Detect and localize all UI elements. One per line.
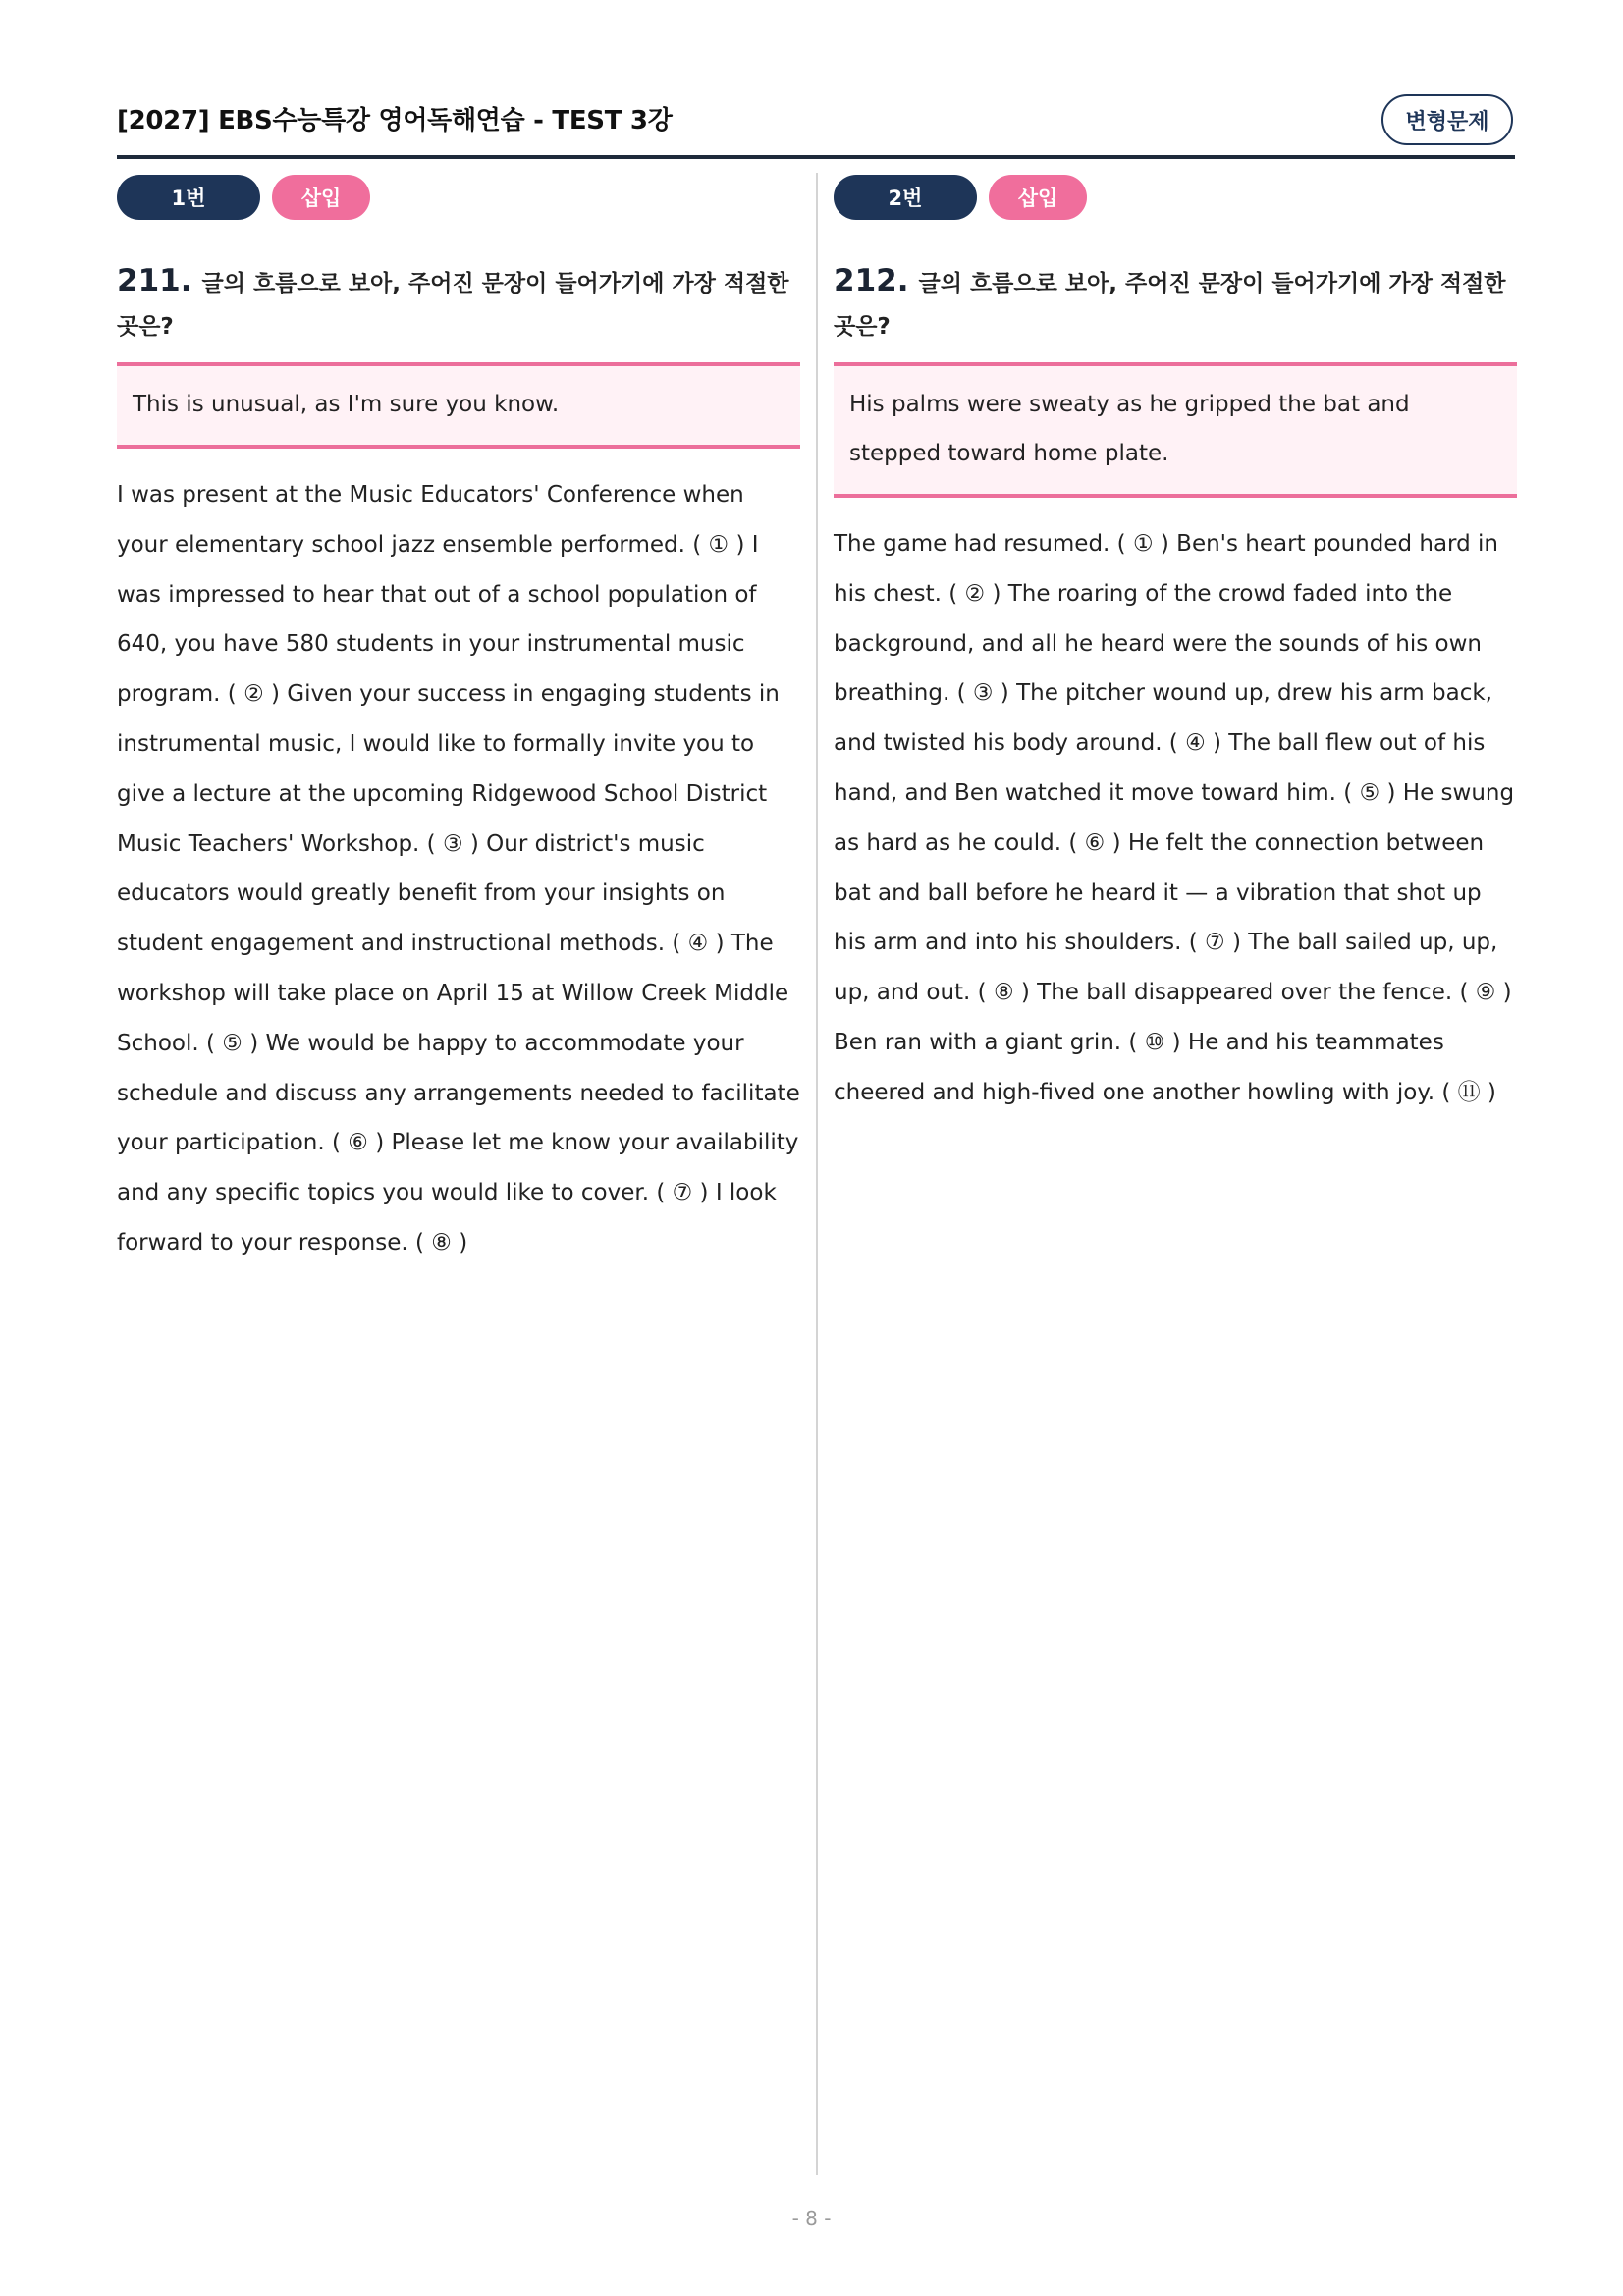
page-header-title: [2027] EBS수능특강 영어독해연습 - TEST 3강	[117, 106, 673, 135]
given-sentence: This is unusual, as I'm sure you know.	[133, 392, 560, 417]
question-number-pill: 2번	[834, 175, 977, 220]
question-number-pill: 1번	[117, 175, 260, 220]
question-number: 212.	[834, 263, 909, 298]
header-divider	[117, 155, 1515, 159]
variant-badge: 변형문제	[1381, 94, 1513, 145]
question-prompt	[117, 259, 800, 348]
question-type-pill: 삽입	[272, 175, 370, 220]
question-tags	[117, 175, 800, 222]
question-type-pill: 삽입	[989, 175, 1087, 220]
question-prompt	[834, 259, 1517, 348]
question-text: 글의 흐름으로 보아, 주어진 문장이 들어가기에 가장 적절한 곳은?	[834, 271, 1506, 340]
passage-text: I was present at the Music Educators' Conference when your elementary school jazz ensemble performed. ( ① ) I was impressed to hear that out of a school population of 640, you have 580 students in your instrumental music program. ( ② ) Given your success in engaging students in instrumental music, I would like to formally invite you to give a lecture at the upcoming Ridgewood School District Music Teachers' Workshop. ( ③ ) Our district's music educators would greatly benefit from your insights on student engagement and instructional methods. ( ④ ) The workshop will take place on April 15 at Willow Creek Middle School. ( ⑤ ) We would be happy to accommodate your schedule and discuss any arrangements needed to facilitate your participation. ( ⑥ ) Please let me know your availability and any specific topics you would like to cover. ( ⑦ ) I look forward to your response. ( ⑧ )	[117, 482, 800, 1255]
page-number: - 8 -	[791, 2207, 832, 2230]
question-tags	[834, 175, 1517, 222]
question-block-211	[117, 175, 800, 1268]
column-divider	[816, 173, 818, 2175]
question-text: 글의 흐름으로 보아, 주어진 문장이 들어가기에 가장 적절한 곳은?	[117, 271, 789, 340]
given-sentence-box	[117, 362, 800, 449]
question-block-212	[834, 175, 1517, 1118]
given-sentence-box	[834, 362, 1517, 498]
passage-text: The game had resumed. ( ① ) Ben's heart pounded hard in his chest. ( ② ) The roaring of the crowd faded into the background, and all he heard were the sounds of his own breathing. ( ③ ) The pitcher wound up, drew his arm back, and twisted his body around. ( ④ ) The ball flew out of his hand, and Ben watched it move toward him. ( ⑤ ) He swung as hard as he could. ( ⑥ ) He felt the connection between bat and ball before he heard it — a vibration that shot up his arm and into his shoulders. ( ⑦ ) The ball sailed up, up, up, and out. ( ⑧ ) The ball disappeared over the fence. ( ⑨ ) Ben ran with a giant grin. ( ⑩ ) He and his teammates cheered and high-fived one another howling with joy. ( ⑪ )	[834, 531, 1515, 1105]
given-sentence: His palms were sweaty as he gripped the bat and stepped toward home plate.	[849, 392, 1410, 466]
question-number: 211.	[117, 263, 192, 298]
